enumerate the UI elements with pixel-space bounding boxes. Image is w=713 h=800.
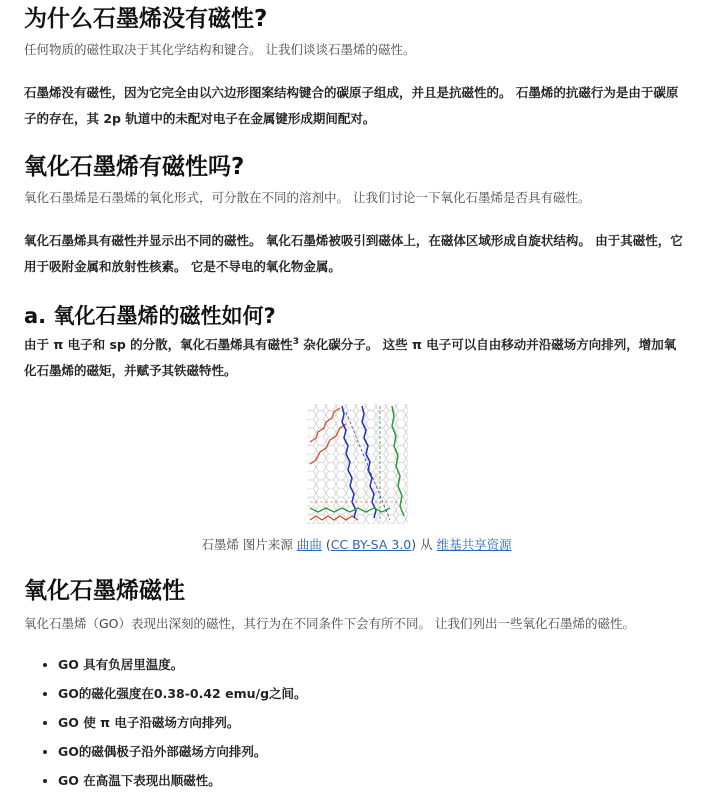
- section-go-magnetic: [24, 152, 686, 280]
- section-intro: 氧化石墨烯是石墨烯的氧化形式，可分散在不同的溶剂中。 让我们讨论一下氧化石墨烯是否具有磁性。: [24, 190, 591, 205]
- section-intro: 氧化石墨烯（GO）表现出深刻的磁性，其行为在不同条件下会有所不同。 让我们列出一些氧化石墨烯的磁性。: [24, 616, 636, 631]
- superscript: 3: [292, 336, 299, 347]
- section-go-magnetism: [24, 576, 635, 634]
- license-link[interactable]: CC BY-SA 3.0: [330, 537, 412, 552]
- list-item: • GO的磁化强度在0.38-0.42 emu/g之间。: [58, 679, 698, 708]
- section-intro: 任何物质的磁性取决于其化学结构和键合。 让我们谈谈石墨烯的磁性。: [24, 42, 416, 57]
- body-text-1: 由于 π 电子和 sp 的分散，氧化石墨烯具有磁性: [24, 337, 293, 352]
- property-list: [24, 650, 698, 795]
- caption-text: 石墨烯 图片来源: [201, 537, 297, 552]
- graphene-figure: [306, 402, 410, 528]
- caption-text: ) 从: [411, 537, 437, 552]
- section-title: 氧化石墨烯有磁性吗?: [24, 154, 245, 180]
- section-title: 氧化石墨烯磁性: [24, 578, 185, 604]
- body-text-2: 杂化碳分子。 这些 π 电子可以自由移动并沿磁场方向排列，增加氧化石墨烯的磁矩，并赋予其铁磁特性。: [24, 337, 677, 378]
- caption-text: (: [321, 537, 331, 552]
- section-graphene-magnetism: [24, 4, 686, 132]
- figure-caption: [0, 535, 713, 553]
- section-body: 氧化石墨烯具有磁性并显示出不同的磁性。 氧化石墨烯被吸引到磁体上，在磁体区域形成自旋状结构。 由于其磁性，它用于吸附金属和放射性核素。 它是不导电的氧化物金属。: [24, 233, 683, 274]
- list-item: • GO 具有负居里温度。: [58, 650, 698, 679]
- section-how-magnetic: [24, 302, 686, 384]
- section-body: 石墨烯没有磁性，因为它完全由以六边形图案结构键合的碳原子组成，并且是抗磁性的。 石墨烯的抗磁行为是由于碳原子的存在，其 2p 轨道中的未配对电子在金属键形成期间配对。: [24, 85, 679, 126]
- list-item: • GO 在高温下表现出顺磁性。: [58, 766, 698, 795]
- subsection-title: a. 氧化石墨烯的磁性如何?: [24, 304, 276, 328]
- subsection-body: [24, 332, 686, 384]
- list-item: • GO 使 π 电子沿磁场方向排列。: [58, 708, 698, 737]
- author-link[interactable]: 曲曲: [296, 537, 322, 552]
- wikimedia-link[interactable]: 维基共享资源: [436, 537, 512, 552]
- list-item: • GO的磁偶极子沿外部磁场方向排列。: [58, 737, 698, 766]
- section-title: 为什么石墨烯没有磁性?: [24, 6, 268, 32]
